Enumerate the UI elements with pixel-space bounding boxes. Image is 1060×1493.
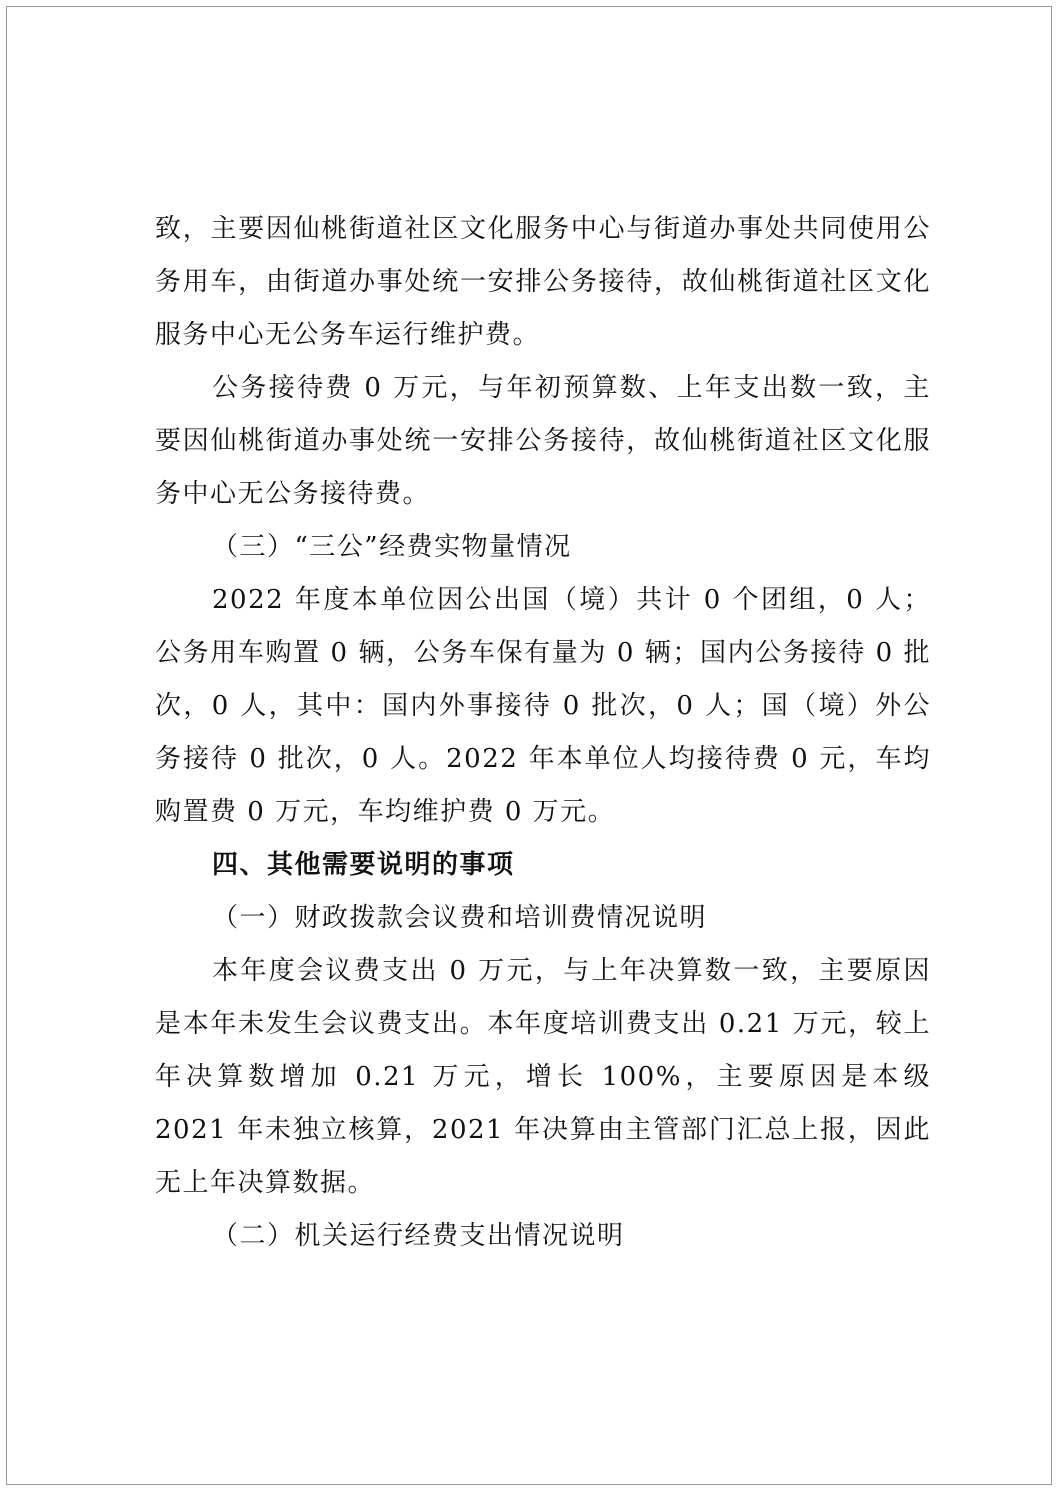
section-heading-meeting-training: （一）财政拨款会议费和培训费情况说明 (212, 903, 708, 933)
paragraph-reception-expense: 公务接待费 0 万元，与年初预算数、上年支出数一致，主要因仙桃街道办事处统一安排公务接待，故仙桃街道社区文化服务中心无公务接待费。 (155, 373, 931, 509)
section-heading-operating-expense: （二）机关运行经费支出情况说明 (212, 1221, 625, 1251)
section-heading-three-public-quantity: （三）“三公”经费实物量情况 (212, 532, 572, 562)
document-body (155, 203, 931, 1263)
paragraph-three-public-quantity: 2022 年度本单位因公出国（境）共计 0 个团组，0 人；公务用车购置 0 辆，公务车保有量为 0 辆；国内公务接待 0 批次，0 人，其中：国内外事接待 0 批次，0 人；国（境）外公务接待 0 批次，0 人。2022 年本单位人均接待费 0 元，车均购置费 0 万元，车均维护费 0 万元。 (155, 585, 931, 827)
section-heading-other-matters: 四、其他需要说明的事项 (212, 850, 515, 880)
paragraph-meeting-training: 本年度会议费支出 0 万元，与上年决算数一致，主要原因是本年未发生会议费支出。本年度培训费支出 0.21 万元，较上年决算数增加 0.21 万元，增长 100%，主要原因是本级 2021 年未独立核算，2021 年决算由主管部门汇总上报，因此无上年决算数据。 (155, 956, 931, 1198)
paragraph-vehicle-maintenance-continued: 致，主要因仙桃街道社区文化服务中心与街道办事处共同使用公务用车，由街道办事处统一安排公务接待，故仙桃街道社区文化服务中心无公务车运行维护费。 (155, 214, 931, 350)
document-page (6, 6, 1052, 1485)
